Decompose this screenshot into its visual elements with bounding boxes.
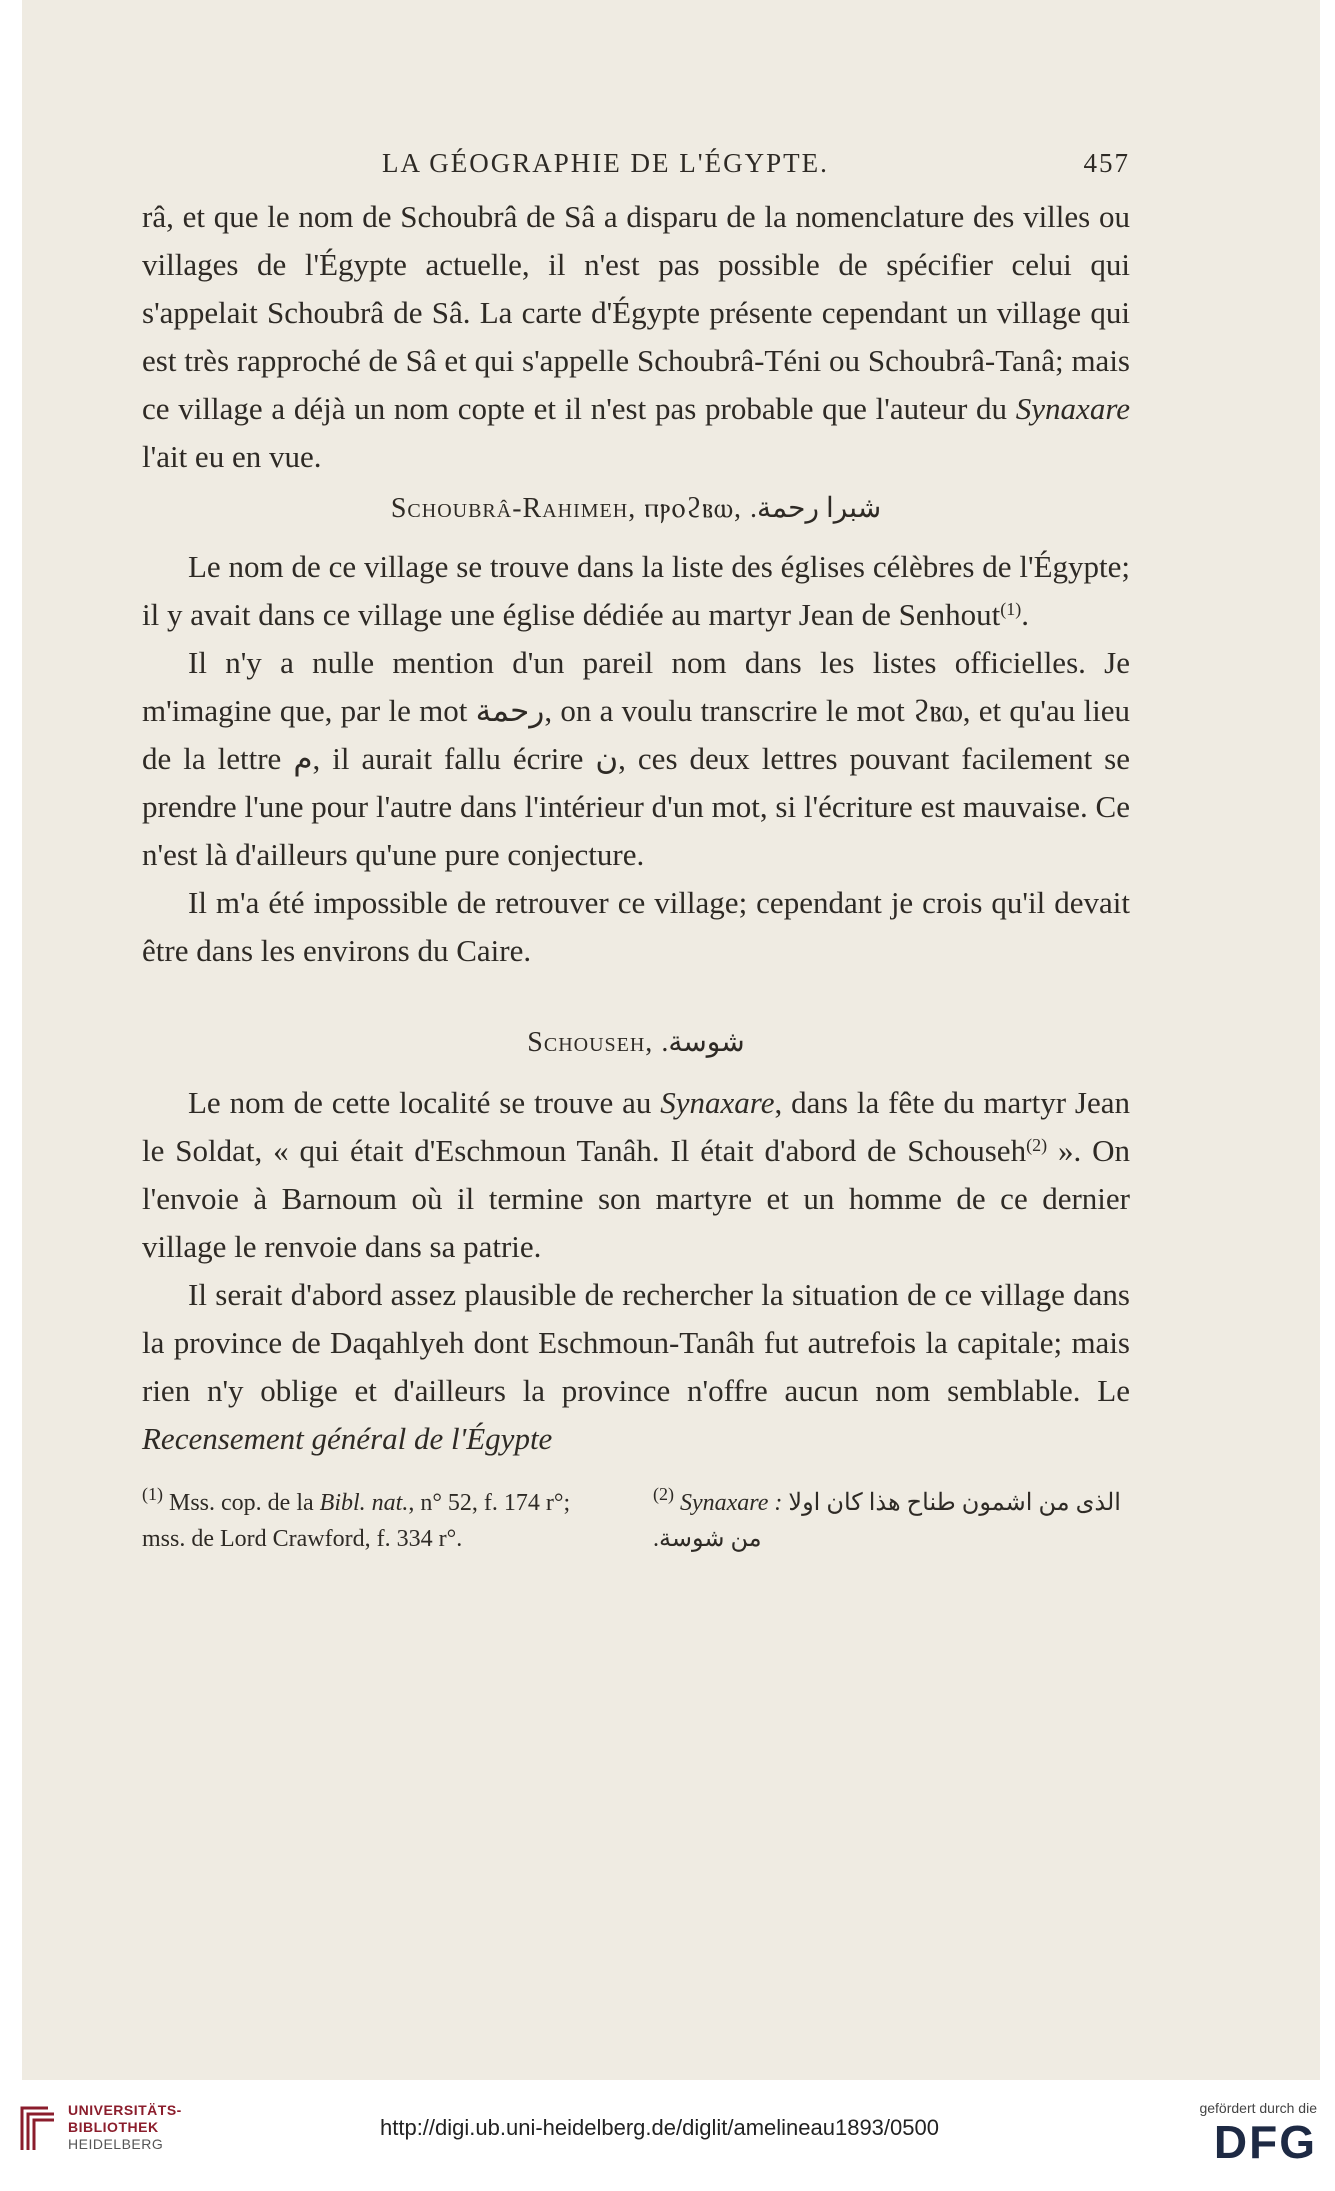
- university-library-logo[interactable]: [18, 2102, 182, 2154]
- paragraph-2: [142, 543, 1130, 639]
- footnote-2: [653, 1485, 1130, 1557]
- library-line-2: BIBLIOTHEK: [68, 2119, 159, 2135]
- heading-arabic: شوسة.: [661, 1027, 745, 1058]
- paragraph-1-text: râ, et que le nom de Schoubrâ de Sâ a disparu de la nomenclature des villes ou villages de l'Égypte actuelle, il n'est pas possible de spécifier celui qui s'appelait Schoubrâ de Sâ. La carte d'Égypte présente cependant un village qui est très rapproché de Sâ et qui s'appelle Schoubrâ-Téni ou Schoubrâ-Tanâ; mais ce village a déjà un nom copte et il n'est pas probable que l'auteur du: [142, 199, 1130, 426]
- section-heading-schoubra-rahimeh: [142, 485, 1130, 533]
- heading-name: Schoubrâ-Rahimeh,: [390, 493, 637, 524]
- running-title: LA GÉOGRAPHIE DE L'ÉGYPTE.: [382, 148, 829, 178]
- library-name: [68, 2102, 182, 2153]
- footnote-1-italic: Bibl. nat.: [319, 1490, 409, 1516]
- footnote-2-italic: Synaxare :: [680, 1490, 783, 1516]
- synaxare-italic: Synaxare: [1015, 391, 1130, 426]
- heading-arabic: شبرا رحمة.: [749, 493, 882, 524]
- footnotes: [142, 1485, 1130, 1557]
- p3-text-c: , et qu'au lieu de la lettre: [142, 693, 1131, 776]
- paragraph-3: [142, 639, 1130, 879]
- p3-arabic-word: رحمة: [475, 693, 545, 728]
- recensement-italic: Recensement général de l'Égypte: [142, 1421, 553, 1456]
- permalink-url[interactable]: http://digi.ub.uni-heidelberg.de/diglit/amelineau1893/0500: [380, 2115, 939, 2140]
- paragraph-1-end: l'ait eu en vue.: [142, 439, 322, 474]
- p3-arabic-letter-nun: ن: [595, 741, 619, 776]
- footnote-1: [142, 1485, 619, 1557]
- library-line-1: UNIVERSITÄTS-: [68, 2102, 182, 2118]
- footnote-1-end: , n° 52, f. 174 r°; mss. de Lord Crawford, f. 334 r°.: [142, 1490, 571, 1552]
- footnote-ref-1[interactable]: (1): [1000, 599, 1022, 619]
- p3-arabic-letter-mim: م: [293, 741, 313, 776]
- footnote-1-text: Mss. cop. de la: [169, 1490, 314, 1516]
- p3-coptic-word: ϩⲃⲱ: [913, 693, 963, 728]
- p5-text-c: ». On l'envoie à Barnoum où il termine son martyre et un homme de ce dernier village le renvoie dans sa patrie.: [142, 1133, 1130, 1264]
- footnote-ref-2[interactable]: (2): [1026, 1135, 1048, 1155]
- footnote-1-number: (1): [142, 1484, 163, 1504]
- heading-name: Schouseh,: [527, 1027, 654, 1058]
- page-content: [142, 148, 1130, 1557]
- page-number: 457: [1083, 148, 1130, 178]
- paragraph-6: [142, 1271, 1130, 1463]
- digitization-footer: [0, 2080, 1335, 2191]
- p3-text-d: , il aurait fallu écrire: [312, 741, 584, 776]
- footnote-2-number: (2): [653, 1484, 674, 1504]
- paragraph-2-text: Le nom de ce village se trouve dans la liste des églises célèbres de l'Égypte; il y avait dans ce village une église dédiée au martyr Jean de Senhout: [142, 549, 1130, 632]
- scanned-page: [22, 0, 1320, 2080]
- dfg-logo: DFG: [1213, 2116, 1317, 2168]
- p5-text-b: , dans la fête du martyr Jean le Soldat, « qui était d'Eschmoun Tanâh. Il était d'abord de Schouseh: [142, 1085, 1130, 1168]
- paragraph-2-end: .: [1021, 597, 1029, 632]
- p3-text-e: , ces deux lettres pouvant facilement se prendre l'une pour l'autre dans l'intérieur d'un mot, si l'écriture est mauvaise. Ce n'est là d'ailleurs qu'une pure conjecture.: [142, 741, 1131, 872]
- heading-coptic: ⲡⲣⲟϩⲃⲱ,: [644, 493, 742, 524]
- p6-text-a: Il serait d'abord assez plausible de rechercher la situation de ce village dans la province de Daqahlyeh dont Eschmoun-Tanâh fut autrefois la capitale; mais rien n'y oblige et d'ailleurs la province n'offre aucun nom semblable. Le: [142, 1277, 1130, 1408]
- library-line-3: HEIDELBERG: [68, 2136, 164, 2152]
- section-heading-schouseh: [142, 1019, 1130, 1067]
- running-head: [142, 148, 1130, 179]
- paragraph-1: [142, 193, 1130, 481]
- library-logo-icon: [18, 2102, 58, 2154]
- p3-text-b: , on a voulu transcrire le mot: [544, 693, 905, 728]
- p3-text-a: Il n'y a nulle mention d'un pareil nom dans les listes officielles. Je m'imagine que, par le mot: [142, 645, 1130, 728]
- dfg-funding[interactable]: [1199, 2100, 1317, 2168]
- p5-text-a: Le nom de cette localité se trouve au: [188, 1085, 652, 1120]
- synaxare-italic: Synaxare: [660, 1085, 775, 1120]
- funding-note: gefördert durch die: [1199, 2100, 1317, 2116]
- paragraph-4: Il m'a été impossible de retrouver ce village; cependant je crois qu'il devait être dans les environs du Caire.: [142, 885, 1130, 968]
- paragraph-5: [142, 1079, 1130, 1271]
- footnote-2-arabic: الذى من اشمون طناح هذا كان اولا من شوسة.: [653, 1490, 1121, 1552]
